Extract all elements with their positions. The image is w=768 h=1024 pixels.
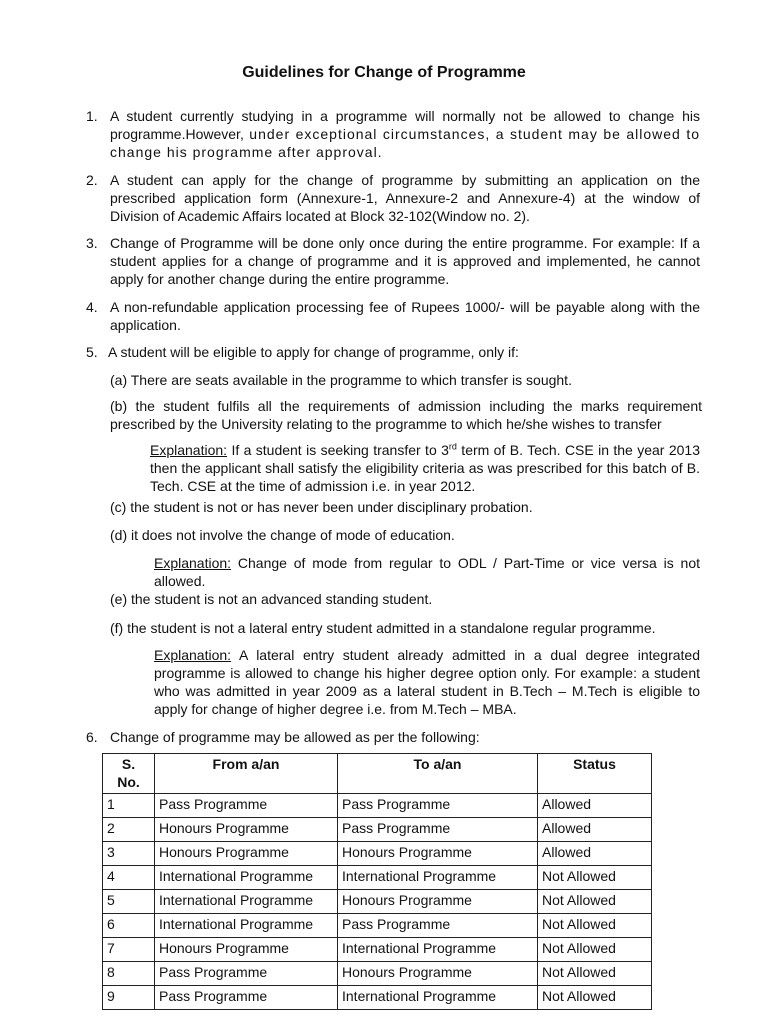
header-sno: S. No. bbox=[103, 754, 155, 794]
item-text: A student can apply for the change of programme by submitting an application on the prescribed application form (Annexure-1, Annexure-2 and Annexure-4) at the window of Division of Academic Affairs located at Block 32-102(Window no. 2). bbox=[110, 172, 700, 224]
cell-sno: 5 bbox=[103, 890, 155, 914]
condition-b: (b) the student fulfils all the requirements of admission including the marks requirement prescribed by the University relating to the programme to which he/she wishes to transfer bbox=[110, 398, 702, 432]
cell-to: Pass Programme bbox=[338, 794, 538, 818]
cell-status: Not Allowed bbox=[538, 962, 652, 986]
cell-from: International Programme bbox=[155, 890, 338, 914]
table-row bbox=[103, 914, 652, 938]
header-to: To a/an bbox=[338, 754, 538, 794]
cell-status: Not Allowed bbox=[538, 866, 652, 890]
cell-status: Not Allowed bbox=[538, 890, 652, 914]
table-row bbox=[103, 842, 652, 866]
condition-e: (e) the student is not an advanced standing student. bbox=[110, 591, 433, 607]
table-row bbox=[103, 818, 652, 842]
cell-to: International Programme bbox=[338, 866, 538, 890]
table-row bbox=[103, 938, 652, 962]
condition-c: (c) the student is not or has never been under disciplinary probation. bbox=[110, 499, 533, 515]
item-number: 6. bbox=[86, 729, 98, 745]
table-row bbox=[103, 794, 652, 818]
explanation-f: Explanation: A lateral entry student already admitted in a dual degree integrated programme is allowed to change his higher degree option only. For example: a student who was admitted in year 2009 as a lateral student in B.Tech – M.Tech is eligible to apply for change of higher degree i.e. from M.Tech – MBA. bbox=[154, 647, 700, 717]
guideline-item-6 bbox=[86, 728, 700, 746]
cell-from: International Programme bbox=[155, 914, 338, 938]
cell-to: International Programme bbox=[338, 986, 538, 1010]
condition-d: (d) it does not involve the change of mode of education. bbox=[110, 527, 455, 543]
cell-status: Not Allowed bbox=[538, 914, 652, 938]
cell-from: International Programme bbox=[155, 866, 338, 890]
cell-sno: 2 bbox=[103, 818, 155, 842]
cell-to: Pass Programme bbox=[338, 914, 538, 938]
condition-f: (f) the student is not a lateral entry student admitted in a standalone regular programme. bbox=[110, 620, 656, 636]
cell-status: Not Allowed bbox=[538, 938, 652, 962]
table-row bbox=[103, 866, 652, 890]
table-row bbox=[103, 986, 652, 1010]
cell-sno: 7 bbox=[103, 938, 155, 962]
cell-from: Pass Programme bbox=[155, 794, 338, 818]
header-from: From a/an bbox=[155, 754, 338, 794]
table-row bbox=[103, 890, 652, 914]
cell-to: Honours Programme bbox=[338, 842, 538, 866]
item-text: A student currently studying in a programme will normally not be allowed to change his programme.However, under exceptional circumstances, a student may be allowed to change his programme after approval. bbox=[110, 108, 700, 160]
cell-to: Honours Programme bbox=[338, 962, 538, 986]
cell-status: Allowed bbox=[538, 794, 652, 818]
item-text: Change of programme may be allowed as per the following: bbox=[110, 729, 480, 745]
cell-to: Pass Programme bbox=[338, 818, 538, 842]
item-number: 2. bbox=[86, 172, 98, 188]
cell-from: Pass Programme bbox=[155, 986, 338, 1010]
header-status: Status bbox=[538, 754, 652, 794]
guideline-item-4 bbox=[86, 298, 700, 334]
condition-a: (a) There are seats available in the programme to which transfer is sought. bbox=[110, 372, 572, 388]
table-header-row bbox=[103, 754, 652, 794]
guideline-item-2 bbox=[86, 171, 700, 225]
cell-sno: 1 bbox=[103, 794, 155, 818]
page-title: Guidelines for Change of Programme bbox=[242, 64, 526, 81]
programme-change-table bbox=[102, 753, 652, 1010]
cell-status: Allowed bbox=[538, 818, 652, 842]
item-number: 4. bbox=[86, 299, 98, 315]
cell-to: Honours Programme bbox=[338, 890, 538, 914]
explanation-b: Explanation: If a student is seeking transfer to 3rd term of B. Tech. CSE in the year 2013 then the applicant shall satisfy the eligibility criteria as was prescribed for this batch of B. Tech. CSE at the time of admission i.e. in year 2012. bbox=[150, 441, 700, 494]
guideline-item-5 bbox=[86, 343, 700, 361]
item-number: 5. bbox=[86, 344, 98, 360]
item-text: A non-refundable application processing fee of Rupees 1000/- will be payable along with the application. bbox=[110, 299, 700, 333]
guideline-item-1 bbox=[86, 107, 700, 161]
cell-from: Honours Programme bbox=[155, 818, 338, 842]
item-number: 1. bbox=[86, 108, 98, 124]
item-number: 3. bbox=[86, 235, 98, 251]
cell-to: International Programme bbox=[338, 938, 538, 962]
cell-sno: 9 bbox=[103, 986, 155, 1010]
cell-sno: 8 bbox=[103, 962, 155, 986]
cell-sno: 3 bbox=[103, 842, 155, 866]
cell-sno: 6 bbox=[103, 914, 155, 938]
cell-status: Not Allowed bbox=[538, 986, 652, 1010]
guideline-item-3 bbox=[86, 234, 700, 288]
cell-from: Honours Programme bbox=[155, 938, 338, 962]
item-text: A student will be eligible to apply for change of programme, only if: bbox=[108, 344, 519, 360]
explanation-d: Explanation: Change of mode from regular to ODL / Part-Time or vice versa is not allowed. bbox=[154, 555, 700, 589]
cell-from: Pass Programme bbox=[155, 962, 338, 986]
item-text: Change of Programme will be done only once during the entire programme. For example: If a student applies for a change of programme and it is approved and implemented, he cannot apply for another change during the entire programme. bbox=[110, 235, 700, 287]
table-row bbox=[103, 962, 652, 986]
cell-sno: 4 bbox=[103, 866, 155, 890]
cell-from: Honours Programme bbox=[155, 842, 338, 866]
cell-status: Allowed bbox=[538, 842, 652, 866]
